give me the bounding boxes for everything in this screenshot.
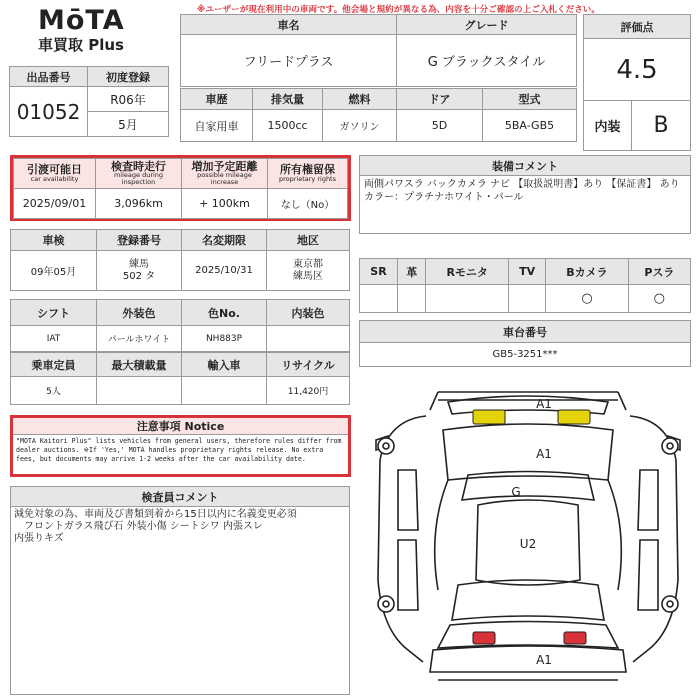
option-value-5: ○	[628, 285, 690, 313]
proprietary-rights: なし（No）	[268, 189, 348, 219]
delivery-table	[13, 158, 348, 219]
area-label: 地区	[267, 230, 350, 251]
option-value-2	[426, 285, 509, 313]
import-value	[182, 377, 267, 405]
plate-label: 登録番号	[97, 230, 182, 251]
rear-lamp-right-highlight	[558, 410, 590, 424]
lot-number: 01052	[10, 87, 88, 137]
interior-color-value	[267, 326, 350, 352]
wheel-hub-rear-right	[667, 443, 673, 449]
logo-brand: MōTA	[38, 5, 125, 36]
exterior-color-label: 外装色	[97, 300, 182, 326]
door-value: 5D	[397, 110, 483, 142]
option-label-4: Bカメラ	[546, 259, 628, 285]
score-label: 評価点	[584, 15, 691, 39]
hood	[438, 622, 618, 649]
right-doors	[638, 470, 658, 610]
shift-value: IAT	[11, 326, 97, 352]
shift-label: シフト	[11, 300, 97, 326]
car-name-table	[180, 14, 577, 87]
inspection-table	[10, 229, 350, 291]
name-change-label: 名変期限	[182, 230, 267, 251]
car-name-label: 車名	[181, 15, 397, 35]
option-value-4: ○	[546, 285, 628, 313]
wheel-hub-front-left	[383, 601, 389, 607]
wheel-hub-front-right	[667, 601, 673, 607]
inspection-mileage: 3,096km	[96, 189, 182, 219]
rear-lamp-left-highlight	[473, 410, 505, 424]
equipment-table	[359, 155, 691, 234]
car-name: フリードプラス	[181, 35, 397, 87]
score-table	[583, 14, 691, 151]
availability-label: 引渡可能日 car availability	[14, 159, 96, 189]
caution-text: "MOTA Kaitori Plus" lists vehicles from general users, therefore rules differ from dealer auctions. ※If 'Yes,' MOTA handles proprietary rights release. No extra fees, but documents may arrive 1-2 weeks after the car availability date.	[16, 437, 342, 463]
equipment-label: 装備コメント	[360, 156, 691, 176]
door-label: ドア	[397, 89, 483, 110]
damage-mark-roof-center: U2	[519, 537, 537, 551]
logo-service: 車買取 Plus	[38, 36, 124, 54]
plate-number: 練馬 502 タ	[97, 251, 182, 291]
damage-mark-front-bumper: A1	[536, 653, 552, 667]
max-load-label: 最大積載量	[97, 353, 182, 377]
max-load-value	[97, 377, 182, 405]
mileage-increase: + 100km	[182, 189, 268, 219]
chassis-label: 車台番号	[360, 321, 691, 343]
displacement-label: 排気量	[253, 89, 323, 110]
proprietary-rights-label: 所有権留保 proprietary rights	[268, 159, 348, 189]
model-label: 型式	[483, 89, 577, 110]
shaken-value: 09年05月	[11, 251, 97, 291]
capacity-table	[10, 352, 350, 405]
grade-label: グレード	[397, 15, 577, 35]
model-value: 5BA-GB5	[483, 110, 577, 142]
fuel-label: 燃料	[323, 89, 397, 110]
capacity-label: 乗車定員	[11, 353, 97, 377]
registration-year: R06年	[88, 87, 169, 112]
inspector-table	[10, 486, 350, 695]
recycle-value: 11,420円	[267, 377, 350, 405]
history-label: 車歴	[181, 89, 253, 110]
damage-mark-rear-window: A1	[536, 447, 552, 461]
history-value: 自家用車	[181, 110, 253, 142]
interior-color-label: 内装色	[267, 300, 350, 326]
mota-logo	[38, 6, 148, 54]
fuel-value: ガソリン	[323, 110, 397, 142]
windshield	[452, 580, 604, 620]
availability-date: 2025/09/01	[14, 189, 96, 219]
import-label: 輸入車	[182, 353, 267, 377]
front-lamp-right-highlight	[564, 632, 586, 644]
equipment-comment: 両側パワスラ バックカメラ ナビ 【取扱説明書】あり 【保証書】 あり カラー：プラチナホワイト・パール	[360, 176, 691, 234]
option-value-0	[360, 285, 398, 313]
user-vehicle-notice: ※ユーザーが現在利用中の車両です。他会場と規約が異なる為、内容を十分ご確認の上ご入札ください。	[197, 5, 600, 15]
recycle-label: リサイクル	[267, 353, 350, 377]
mileage-increase-label: 増加予定距離 possible mileage increase	[182, 159, 268, 189]
displacement-value: 1500cc	[253, 110, 323, 142]
capacity-value: 5人	[11, 377, 97, 405]
lot-table	[9, 66, 169, 137]
inspector-comment-label: 検査員コメント	[11, 487, 350, 507]
color-table	[10, 299, 350, 352]
mileage-label: 検査時走行 mileage during inspection	[96, 159, 182, 189]
option-value-1	[398, 285, 426, 313]
exterior-color-value: パールホワイト	[97, 326, 182, 352]
color-no-label: 色No.	[182, 300, 267, 326]
car-damage-diagram	[368, 380, 690, 698]
name-change-deadline: 2025/10/31	[182, 251, 267, 291]
front-lamp-left-highlight	[473, 632, 495, 644]
spec-table	[180, 88, 577, 142]
caution-box	[10, 415, 351, 477]
left-doors	[398, 470, 418, 610]
wheel-hub-rear-left	[383, 443, 389, 449]
first-registration-label: 初度登録	[88, 67, 169, 87]
chassis-table	[359, 320, 691, 367]
options-table	[359, 258, 691, 313]
color-no-value: NH883P	[182, 326, 267, 352]
damage-mark-roof: G	[511, 485, 521, 499]
registration-month: 5月	[88, 112, 169, 137]
grade: G ブラックスタイル	[397, 35, 577, 87]
damage-mark-rear-bumper: A1	[536, 397, 552, 411]
option-label-2: Rモニタ	[426, 259, 509, 285]
area-value: 東京都 練馬区	[267, 251, 350, 291]
option-label-1: 革	[398, 259, 426, 285]
option-label-3: TV	[508, 259, 545, 285]
chassis-number: GB5-3251***	[360, 343, 691, 367]
inspector-comment: 減免対象の為、車両及び書類到着から15日以内に名義変更必須 フロントガラス飛び石 外装小傷 シートシワ 内張スレ 内張りキズ	[11, 507, 350, 695]
option-value-3	[508, 285, 545, 313]
option-label-5: Pスラ	[628, 259, 690, 285]
shaken-label: 車検	[11, 230, 97, 251]
interior-label: 内装	[584, 101, 632, 151]
interior-value: B	[632, 101, 691, 151]
caution-title: 注意事項 Notice	[13, 418, 348, 435]
lot-number-label: 出品番号	[10, 67, 88, 87]
score-value: 4.5	[584, 39, 691, 101]
option-label-0: SR	[360, 259, 398, 285]
front-bumper	[430, 646, 626, 672]
